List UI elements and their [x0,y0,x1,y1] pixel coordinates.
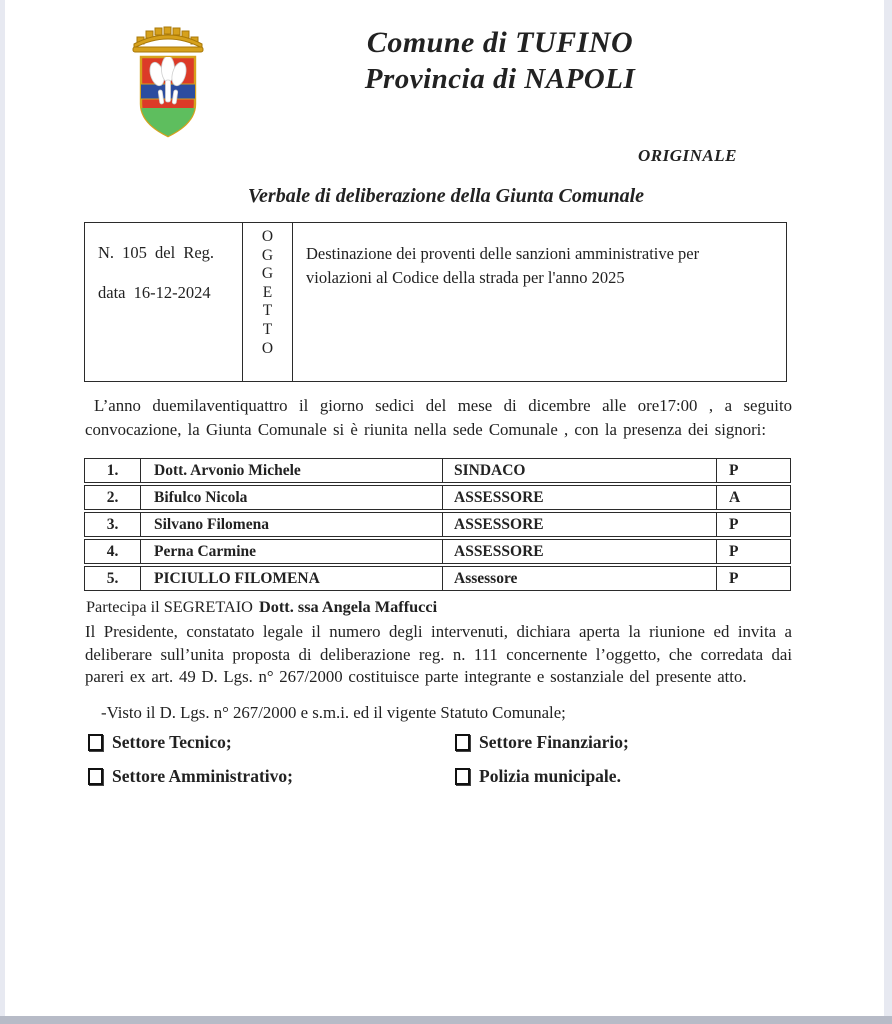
checkbox-icon [455,734,470,751]
oggetto-letter: T [262,320,273,338]
sector-item [88,732,455,753]
sector-label: Settore Tecnico; [112,732,232,752]
sector-label: Settore Finanziario; [479,732,629,752]
sector-item [455,766,728,787]
subject-text: Destinazione dei proventi delle sanzioni amministrative per violazioni al Codice della strada per l'anno 2025 [306,244,700,287]
table-row [84,566,791,591]
oggetto-letter: O [261,339,274,357]
row-number: 2. [85,486,141,509]
document-title: Verbale di deliberazione della Giunta Comunale [247,185,645,207]
checkbox-icon [88,768,103,785]
presence-flag: P [729,569,739,587]
member-name: Dott. Arvonio Michele [141,459,443,482]
secretary-line [86,597,437,617]
row-number: 4. [85,540,141,563]
presence-flag: P [729,542,739,560]
oggetto-letter: G [261,265,274,283]
member-name: Bifulco Nicola [141,486,443,509]
checkbox-icon [88,734,103,751]
row-number: 5. [85,567,141,590]
member-role: SINDACO [443,459,717,482]
presence-flag: A [729,488,741,506]
sector-item [455,732,728,753]
oggetto-box [84,222,787,382]
shield-green-base [138,108,198,138]
sector-label: Settore Amministrativo; [112,766,293,786]
table-row [84,458,791,483]
president-paragraph: Il Presidente, constatato legale il numero degli intervenuti, dichiara aperta la riunione ed invita a deliberare sull’unita proposta di deliberazione reg. n. 111 concernente l’oggetto, che corredata dai pareri ex art. 49 D. Lgs. n° 267/2000 costituisce parte integrante e sostanziale del presente atto. [85,622,792,687]
registry-date: data 16-12-2024 [98,283,211,302]
oggetto-letter: E [262,283,273,301]
table-row [84,512,791,537]
tufino-coat-of-arms-icon [118,4,218,144]
header [230,24,770,97]
sector-label: Polizia municipale. [479,766,621,786]
scan-edge-right [884,0,892,1016]
secretary-name: Dott. ssa Angela Maffucci [258,597,438,616]
row-number: 1. [85,459,141,482]
row-number: 3. [85,513,141,536]
sector-checkbox-group [88,732,728,787]
crown-icon [133,27,203,52]
sector-item [88,766,455,787]
member-role: ASSESSORE [443,513,717,536]
visto-line: -Visto il D. Lgs. n° 267/2000 e s.m.i. ed il vigente Statuto Comunale; [101,703,566,722]
intro-paragraph: L’anno duemilaventiquattro il giorno sedici del mese di dicembre alle ore17:00 , a seguito convocazione, la Giunta Comunale si è riunita nella sede Comunale , con la presenza dei signori: [85,396,792,439]
municipality-title: Comune di TUFINO [366,26,634,59]
presence-flag: P [729,515,739,533]
secretary-prefix: Partecipa il SEGRETAIO [86,597,253,616]
member-role: ASSESSORE [443,540,717,563]
member-role: Assessore [443,567,717,590]
member-role: ASSESSORE [443,486,717,509]
registry-number: N. 105 del Reg. [98,243,215,262]
crest-svg [118,4,218,144]
presence-flag: P [729,461,739,479]
checkbox-icon [455,768,470,785]
province-title: Provincia di NAPOLI [364,63,636,95]
scan-edge-bottom [0,1016,892,1024]
oggetto-letter: G [261,246,274,264]
oggetto-letter: T [262,302,273,320]
registry-cell [85,223,243,381]
attendance-table [84,458,791,593]
member-name: Perna Carmine [141,540,443,563]
member-name: PICIULLO FILOMENA [141,567,443,590]
oggetto-vertical-label [243,223,293,381]
table-row [84,485,791,510]
copy-type-label: ORIGINALE [638,146,737,165]
member-name: Silvano Filomena [141,513,443,536]
shield-icon [138,56,198,138]
oggetto-letter: O [261,228,274,245]
table-row [84,539,791,564]
